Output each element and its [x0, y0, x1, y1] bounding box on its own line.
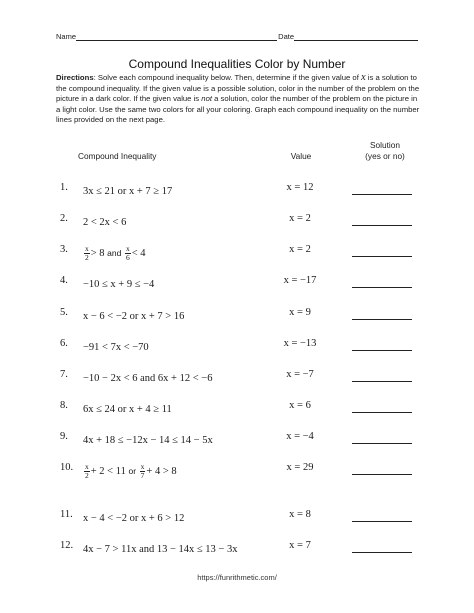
problem-inequality: 4x + 18 ≤ −12x − 14 ≤ 14 − 5x	[83, 434, 213, 446]
problem-number: 12.	[60, 540, 74, 551]
column-header-solution	[350, 140, 420, 161]
solution-answer-field[interactable]	[352, 319, 412, 320]
directions-label: Directions	[56, 73, 94, 82]
name-label: Name	[56, 32, 77, 41]
solution-answer-field[interactable]	[352, 350, 412, 351]
problem-inequality: 6x ≤ 24 or x + 4 ≥ 11	[83, 403, 172, 415]
problem-number: 3.	[60, 244, 68, 255]
problem-inequality: 3x ≤ 21 or x + 7 ≥ 17	[83, 185, 173, 197]
problem-row-5	[0, 301, 474, 331]
page-title: Compound Inequalities Color by Number	[128, 57, 346, 71]
problem-number: 2.	[60, 213, 68, 224]
problem-number: 8.	[60, 400, 68, 411]
problem-number: 1.	[60, 182, 68, 193]
problem-value: x = 2	[289, 244, 311, 255]
date-field[interactable]	[294, 31, 418, 41]
problem-value: x = −7	[286, 369, 314, 380]
problem-row-12	[0, 534, 474, 564]
problem-row-8	[0, 394, 474, 424]
problem-row-2	[0, 207, 474, 237]
problem-inequality: x − 4 < −2 or x + 6 > 12	[83, 512, 185, 524]
solution-answer-field[interactable]	[352, 474, 412, 475]
solution-header-line2: (yes or no)	[365, 150, 405, 161]
solution-answer-field[interactable]	[352, 412, 412, 413]
problem-row-7	[0, 363, 474, 393]
date-label: Date	[278, 32, 294, 41]
name-field[interactable]	[76, 31, 277, 41]
name-date-line	[56, 27, 418, 41]
problem-number: 6.	[60, 338, 68, 349]
solution-answer-field[interactable]	[352, 381, 412, 382]
directions-text-2: is a solution to the compound inequality. If the given value is a possible solution, color in the number of the problem on the picture in a dark color. If the given value is	[56, 73, 420, 103]
problem-row-6	[0, 332, 474, 362]
problem-value: x = −13	[283, 338, 317, 349]
problem-value: x = 12	[286, 182, 314, 193]
problem-row-4	[0, 269, 474, 299]
fraction: $\frac{x}{2}$	[85, 461, 89, 480]
problem-inequality: −91 < 7x < −70	[83, 341, 149, 353]
fraction: $\frac{x}{6}$	[125, 243, 130, 262]
solution-answer-field[interactable]	[352, 552, 412, 553]
problem-value: x = 29	[286, 462, 314, 473]
solution-header-line1: Solution	[370, 140, 400, 150]
problem-inequality: 2 < 2x < 6	[83, 216, 127, 228]
directions-emphasis: not	[201, 94, 212, 103]
solution-answer-field[interactable]	[352, 194, 412, 195]
problem-inequality: −10 ≤ x + 9 ≤ −4	[83, 278, 155, 290]
problem-value: x = 9	[289, 307, 311, 318]
fraction: $\frac{x}{7}$	[140, 461, 145, 480]
solution-answer-field[interactable]	[352, 225, 412, 226]
column-header-inequality: Compound Inequality	[78, 151, 157, 161]
problem-value: x = 2	[289, 213, 311, 224]
problem-row-11	[0, 503, 474, 533]
problem-inequality: x − 6 < −2 or x + 7 > 16	[83, 310, 185, 322]
column-header-value: Value	[290, 151, 312, 161]
fraction: $\frac{x}{2}$	[85, 243, 89, 262]
problem-number: 7.	[60, 369, 68, 380]
problem-row-3	[0, 238, 474, 268]
directions-var: x	[360, 72, 366, 83]
directions-text-3: a solution, color the number of the problem on the picture in a light color. Use the same two colors for all your coloring. Graph each compound inequality on the number lines provided on the next page.	[56, 94, 420, 124]
problem-row-1	[0, 176, 474, 206]
problem-inequality: $\frac{x}{2}$ > 8 and $\frac{x}{6}$ < 4	[85, 243, 146, 262]
problem-inequality: 4x − 7 > 11x and 13 − 14x ≤ 13 − 3x	[83, 543, 238, 555]
directions	[56, 73, 422, 126]
directions-text-1: : Solve each compound inequality below. Then, determine if the given value of	[93, 73, 361, 82]
footer-url[interactable]: https://funrithmetic.com/	[197, 573, 277, 582]
solution-answer-field[interactable]	[352, 521, 412, 522]
problem-value: x = −17	[283, 275, 317, 286]
problem-row-10	[0, 456, 474, 486]
problem-value: x = −4	[286, 431, 314, 442]
problem-value: x = 8	[289, 509, 311, 520]
problem-number: 11.	[60, 509, 73, 520]
problem-number: 9.	[60, 431, 68, 442]
solution-answer-field[interactable]	[352, 256, 412, 257]
problem-number: 4.	[60, 275, 68, 286]
problem-value: x = 7	[289, 540, 311, 551]
problem-value: x = 6	[289, 400, 311, 411]
problem-number: 5.	[60, 307, 68, 318]
solution-answer-field[interactable]	[352, 287, 412, 288]
solution-answer-field[interactable]	[352, 443, 412, 444]
problem-inequality: −10 − 2x < 6 and 6x + 12 < −6	[83, 372, 213, 384]
problem-inequality: $\frac{x}{2}$ + 2 < 11 or $\frac{x}{7}$ + 4 > 8	[85, 461, 177, 480]
problem-row-9	[0, 425, 474, 455]
problem-number: 10.	[60, 462, 74, 473]
